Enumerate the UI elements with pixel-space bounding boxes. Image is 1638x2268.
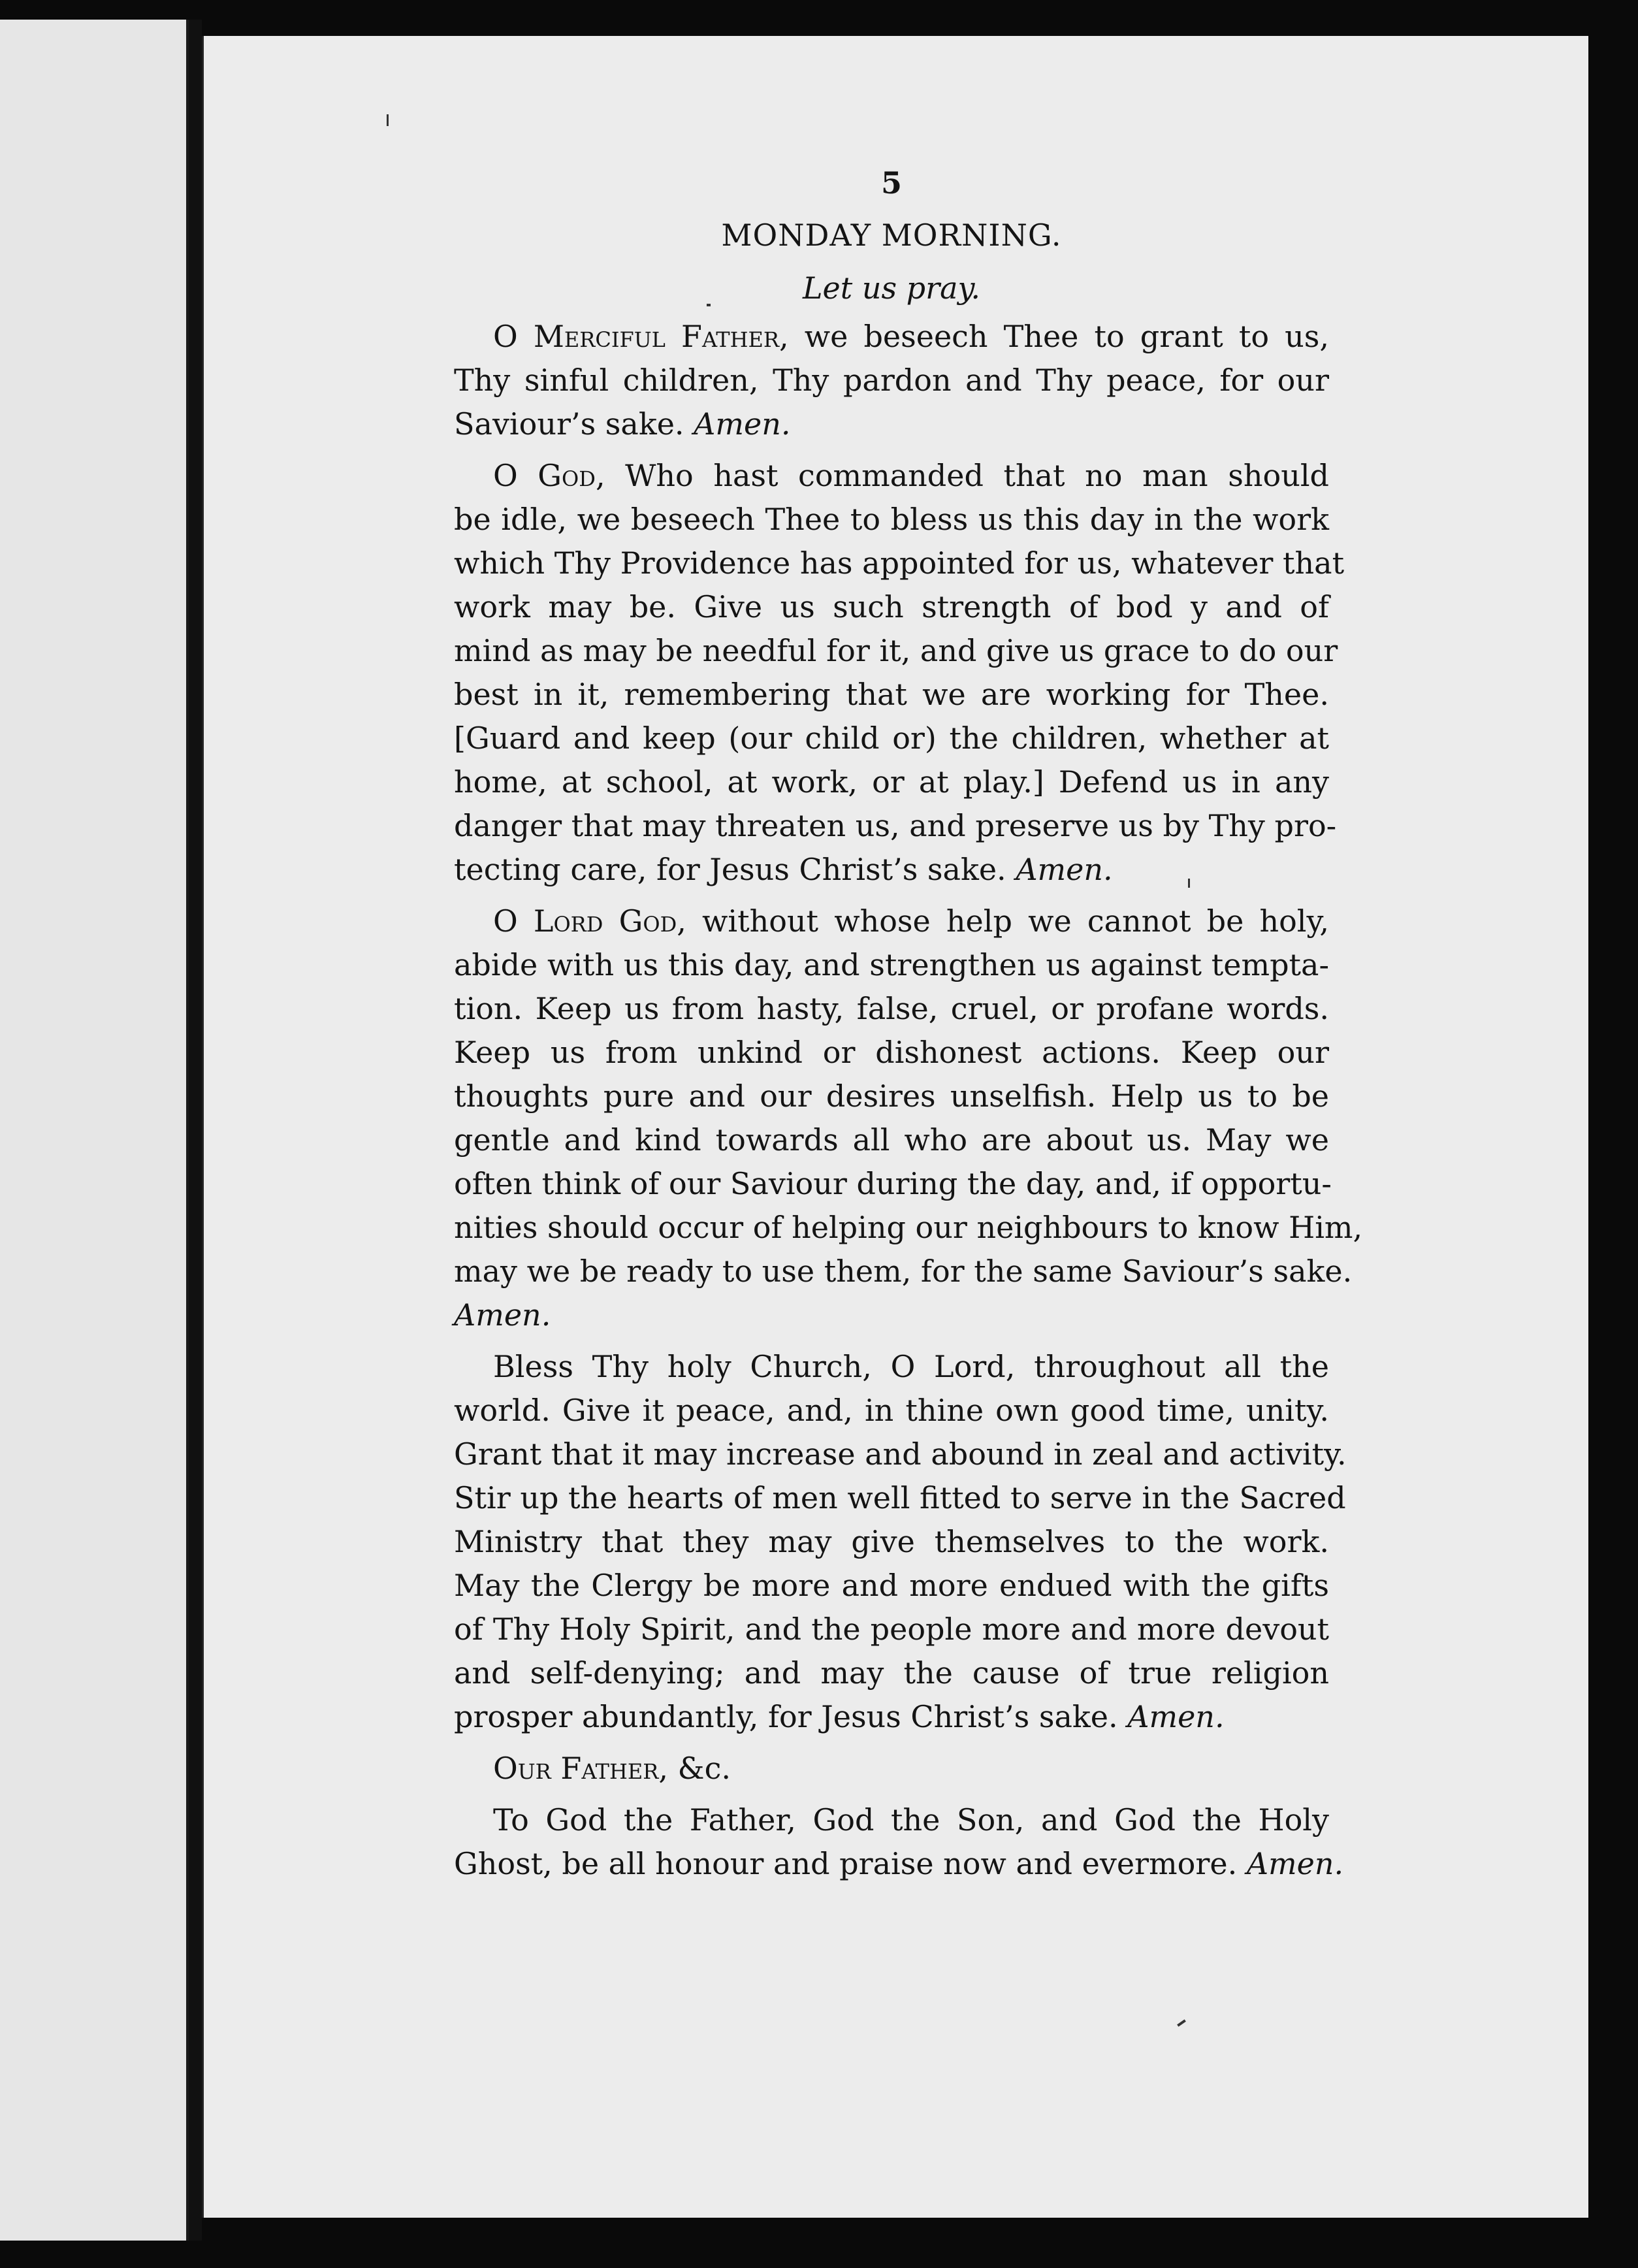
text-line	[454, 1564, 1329, 1608]
paragraph	[454, 1747, 1329, 1790]
line-text: may we be ready to use them, for the same Saviour’s sake.	[454, 1254, 1353, 1289]
line-text: [Guard and keep (our child or) the children, whether at	[454, 721, 1329, 756]
line-text: To God the Father, God the Son, and God the Holy	[493, 1802, 1329, 1838]
text-line	[454, 1206, 1363, 1250]
amen-text: Amen.	[1127, 1699, 1225, 1734]
text-line	[454, 1075, 1329, 1118]
line-text: mind as may be needful for it, and give us grace to do our	[454, 633, 1338, 668]
small-caps-text: Merciful Father	[533, 319, 780, 354]
line-text: May the Clergy be more and more endued with the gifts	[454, 1568, 1329, 1603]
text-line	[454, 1433, 1347, 1476]
small-caps-text: Our Father	[493, 1751, 659, 1786]
line-text: , &c.	[658, 1751, 731, 1786]
scan-speck	[387, 114, 389, 126]
line-text: tecting care, for Jesus Christ’s sake.	[454, 852, 1016, 887]
small-caps-text: God	[538, 458, 596, 493]
line-text: O	[493, 458, 538, 493]
line-text: Ghost, be all honour and praise now and evermore.	[454, 1846, 1247, 1881]
amen-text: Amen.	[454, 1297, 551, 1333]
text-line	[454, 498, 1329, 542]
text-line	[454, 1651, 1329, 1695]
amen-text: Amen.	[1246, 1846, 1344, 1881]
text-line	[454, 1345, 1329, 1389]
line-text: O	[493, 903, 534, 939]
left-page-edge	[0, 20, 189, 2241]
line-text: be idle, we beseech Thee to bless us this day in the work	[454, 502, 1329, 537]
line-text: thoughts pure and our desires unselfish. Help us to be	[454, 1078, 1329, 1114]
line-text: home, at school, at work, or at play.] Defend us in any	[454, 764, 1329, 800]
text-line	[454, 804, 1337, 848]
text-line	[454, 1842, 1344, 1886]
text-line	[454, 629, 1338, 673]
text-line	[454, 760, 1329, 804]
line-text: world. Give it peace, and, in thine own good time, unity.	[454, 1393, 1329, 1428]
book-gutter	[189, 20, 202, 2241]
text-line	[454, 1520, 1329, 1564]
line-text: Grant that it may increase and abound in zeal and activity.	[454, 1436, 1347, 1472]
text-line	[454, 673, 1329, 717]
line-text: , Who hast commanded that no man should	[595, 458, 1329, 493]
line-text: and self-denying; and may the cause of true religion	[454, 1655, 1329, 1691]
text-line	[454, 848, 1329, 892]
text-line	[454, 359, 1329, 402]
line-text: danger that may threaten us, and preserve us by Thy pro-	[454, 808, 1337, 843]
line-text: of Thy Holy Spirit, and the people more and more devout	[454, 1612, 1329, 1647]
paragraph	[454, 454, 1345, 892]
line-text: nities should occur of helping our neighbours to know Him,	[454, 1210, 1363, 1245]
line-text: Saviour’s sake.	[454, 406, 694, 442]
page-heading: MONDAY MORNING.	[721, 218, 1062, 253]
line-text: gentle and kind towards all who are about us. May we	[454, 1122, 1329, 1158]
line-text: Bless Thy holy Church, O Lord, throughout all the	[493, 1349, 1329, 1384]
text-line	[454, 454, 1329, 498]
page-number: 5	[880, 165, 902, 201]
line-text: , we beseech Thee to grant to us,	[779, 319, 1330, 354]
paragraph	[454, 1798, 1344, 1886]
paragraph	[454, 1345, 1347, 1739]
line-text: Thy sinful children, Thy pardon and Thy peace, for our	[454, 363, 1329, 398]
text-line	[454, 1747, 1329, 1790]
text-line	[454, 987, 1329, 1031]
line-text: which Thy Providence has appointed for us, whatever that	[454, 545, 1345, 581]
text-line	[454, 542, 1345, 585]
prayer-paragraphs	[454, 315, 1363, 1886]
line-text: prosper abundantly, for Jesus Christ’s sake.	[454, 1699, 1128, 1734]
line-text: best in it, remembering that we are working for Thee.	[454, 677, 1329, 712]
text-line	[454, 1250, 1353, 1293]
text-line	[454, 1695, 1329, 1739]
small-caps-text: Lord God	[533, 903, 677, 939]
text-line	[454, 1389, 1329, 1433]
line-text: Stir up the hearts of men well fitted to serve in the Sacred	[454, 1480, 1346, 1515]
line-text: abide with us this day, and strengthen us against tempta-	[454, 947, 1329, 982]
amen-text: Amen.	[694, 406, 791, 442]
text-line	[454, 1118, 1329, 1162]
line-text: Keep us from unkind or dishonest actions. Keep our	[454, 1035, 1329, 1070]
text-line	[454, 1162, 1332, 1206]
line-text: O	[493, 319, 534, 354]
text-line	[454, 585, 1329, 629]
text-line	[454, 899, 1329, 943]
text-line	[454, 1476, 1346, 1520]
amen-text: Amen.	[1016, 852, 1113, 887]
line-text: , without whose help we cannot be holy,	[677, 903, 1329, 939]
text-line	[454, 1031, 1329, 1075]
text-line	[454, 315, 1329, 359]
page-subheading: Let us pray.	[802, 270, 981, 306]
paragraph	[454, 315, 1329, 446]
line-text: tion. Keep us from hasty, false, cruel, or profane words.	[454, 991, 1329, 1026]
text-line	[454, 402, 1329, 446]
text-line	[454, 1293, 1329, 1337]
text-line	[454, 717, 1329, 760]
text-line	[454, 943, 1329, 987]
line-text: work may be. Give us such strength of bod y and of	[454, 589, 1329, 624]
page-text	[454, 157, 1363, 1894]
text-line	[454, 1798, 1329, 1842]
text-line	[454, 1608, 1329, 1651]
line-text: often think of our Saviour during the day, and, if opportu-	[454, 1166, 1332, 1201]
scan-speck	[1177, 2019, 1186, 2026]
line-text: Ministry that they may give themselves to the work.	[454, 1524, 1329, 1559]
paragraph	[454, 899, 1363, 1337]
